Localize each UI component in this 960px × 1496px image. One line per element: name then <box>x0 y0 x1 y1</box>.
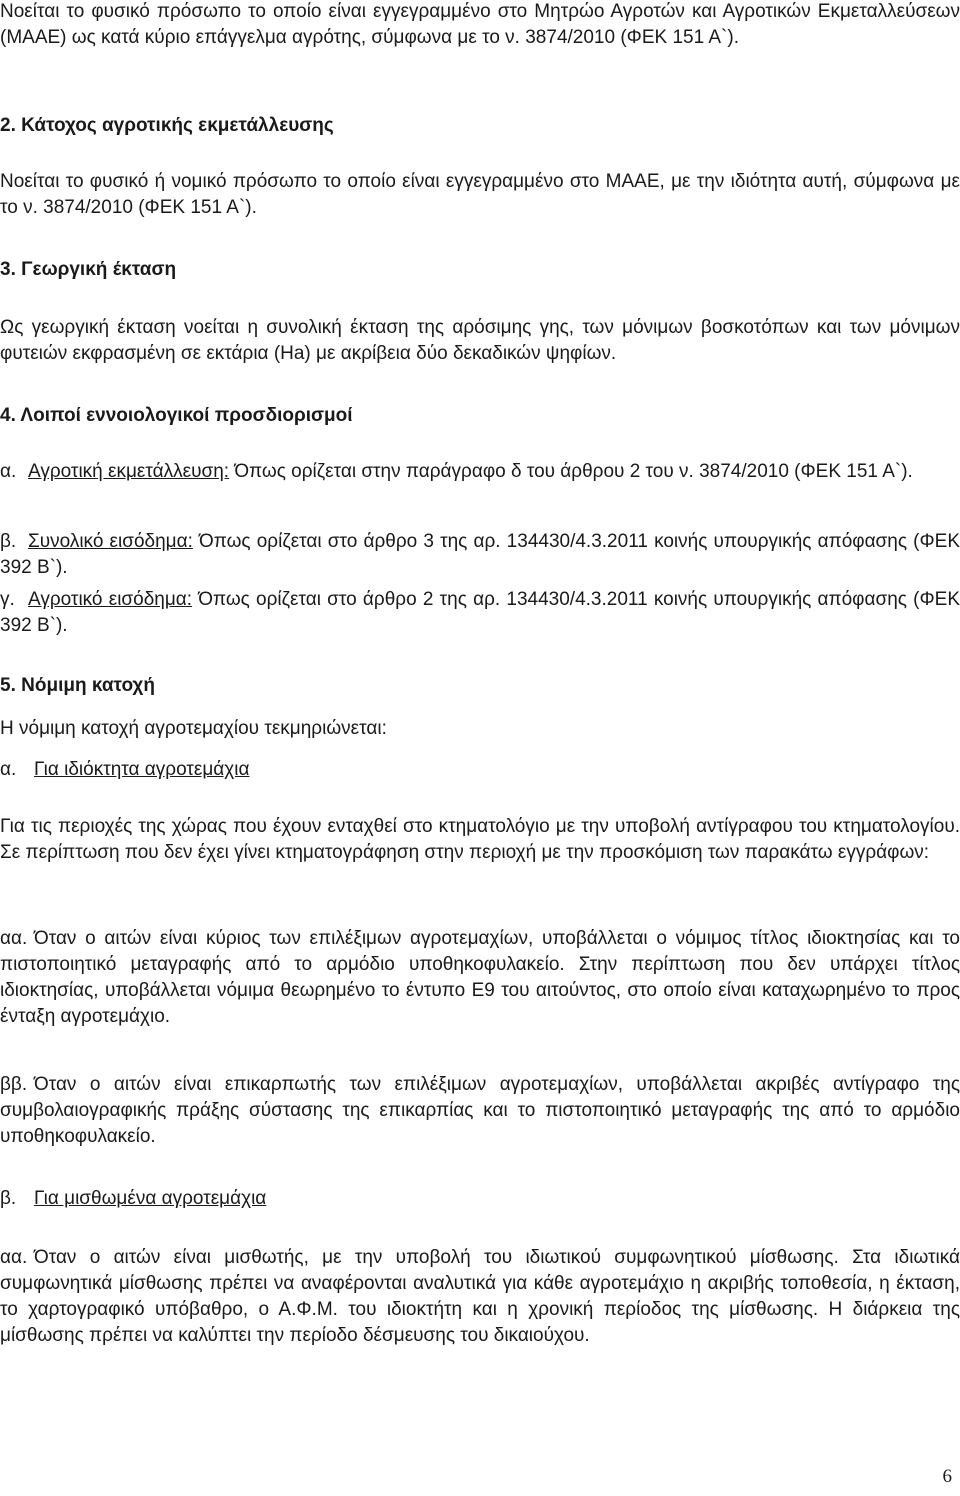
section-2-text: Νοείται το φυσικό ή νομικό πρόσωπο το οποίο είναι εγγεγραμμένο στο ΜΑΑΕ, με την ιδιότητα αυτή, σύμφωνα με το ν. 3874/2010 (ΦΕΚ 151 Α`). <box>0 171 960 218</box>
paragraph-text: Όταν ο αιτών είναι επικαρπωτής των επιλέξιμων αγροτεμαχίων, υποβάλλεται ακριβές αντίγραφο της συμβολαιογραφικής πράξης σύστασης της επικαρπίας και το πιστοποιητικό μεταγραφής της από το αρμόδιο υποθηκοφυλακείο. <box>0 1074 960 1147</box>
item-text: Όπως ορίζεται στο άρθρο 2 της αρ. 134430/4.3.2011 κοινής υπουργικής απόφασης (ΦΕΚ 392 Β`). <box>0 589 960 636</box>
subsection-label: α. <box>0 759 17 780</box>
intro-paragraph: Νοείται το φυσικό πρόσωπο το οποίο είναι εγγεγραμμένο στο Μητρώο Αγροτών και Αγροτικών Εκμεταλλεύσεων (ΜΑΑΕ) ως κατά κύριο επάγγελμα αγρότης, σύμφωνα με το ν. 3874/2010 (ΦΕΚ 151 Α`). <box>0 1 960 48</box>
paragraph-label: αα. <box>0 928 28 949</box>
paragraph-text: Όταν ο αιτών είναι κύριος των επιλέξιμων αγροτεμαχίων, υποβάλλεται ο νόμιμος τίτλος ιδιοκτησίας και το πιστοποιητικό μεταγραφής από το αρμόδιο υποθηκοφυλακείο. Στην περίπτωση που δεν υπάρχει τίτλος ιδιοκτησίας, υποβάλλεται νόμιμα θεωρημένο το έντυπο Ε9 του αιτούντος, στο οποίο είναι καταχωρημένο το προς ένταξη αγροτεμάχιο. <box>0 928 960 1027</box>
section-5-lead: Η νόμιμη κατοχή αγροτεμαχίου τεκμηριώνεται: <box>0 718 387 739</box>
paragraph-aa <box>0 926 960 1030</box>
definition-item-b <box>0 529 960 581</box>
subsection-b-heading <box>0 1186 960 1212</box>
page-number: 6 <box>942 1466 952 1487</box>
subsection-title: Για ιδιόκτητα αγροτεμάχια <box>34 759 250 780</box>
item-term: Αγροτικό εισόδημα: <box>28 589 193 610</box>
item-text: Όπως ορίζεται στην παράγραφο δ του άρθρου 2 του ν. 3874/2010 (ΦΕΚ 151 Α`). <box>229 461 913 482</box>
item-label: β. <box>0 531 17 552</box>
paragraph-bb <box>0 1072 960 1150</box>
paragraph-label: ββ. <box>0 1074 28 1095</box>
paragraph-b-aa <box>0 1245 960 1349</box>
section-5-heading: 5. Νόμιμη κατοχή <box>0 675 155 696</box>
subsection-label: β. <box>0 1188 17 1209</box>
definition-item-a <box>0 459 960 485</box>
subsection-a-heading <box>0 757 960 783</box>
item-term: Αγροτική εκμετάλλευση: <box>28 461 230 482</box>
item-label: γ. <box>0 589 15 610</box>
item-text: Όπως ορίζεται στο άρθρο 3 της αρ. 134430/4.3.2011 κοινής υπουργικής απόφασης (ΦΕΚ 392 Β`). <box>0 531 960 578</box>
subsection-a-text: Για τις περιοχές της χώρας που έχουν ενταχθεί στο κτηματολόγιο με την υποβολή αντίγραφου του κτηματολογίου. Σε περίπτωση που δεν έχει γίνει κτηματογράφηση στην περιοχή με την προσκόμιση των παρακάτω εγγράφων: <box>0 816 960 863</box>
paragraph-label: αα. <box>0 1247 28 1268</box>
item-term: Συνολικό εισόδημα: <box>28 531 193 552</box>
subsection-title: Για μισθωμένα αγροτεμάχια <box>34 1188 267 1209</box>
item-label: α. <box>0 461 17 482</box>
section-3-heading: 3. Γεωργική έκταση <box>0 259 177 280</box>
paragraph-text: Όταν ο αιτών είναι μισθωτής, με την υποβολή του ιδιωτικού συμφωνητικού μίσθωσης. Στα ιδιωτικά συμφωνητικά μίσθωσης πρέπει να αναφέρονται αναλυτικά για κάθε αγροτεμάχιο η ακριβής τοποθεσία, η έκταση, το χαρτογραφικό υπόβαθρο, ο Α.Φ.Μ. του ιδιοκτήτη και η χρονική περίοδος της μίσθωσης. Η διάρκεια της μίσθωσης πρέπει να καλύπτει την περίοδο δέσμευσης του δικαιούχου. <box>0 1247 960 1346</box>
section-3-text: Ως γεωργική έκταση νοείται η συνολική έκταση της αρόσιμης γης, των μόνιμων βοσκοτόπων και των μόνιμων φυτειών εκφρασμένη σε εκτάρια (Ha) με ακρίβεια δύο δεκαδικών ψηφίων. <box>0 317 960 364</box>
definition-item-c <box>0 587 960 639</box>
section-4-heading: 4. Λοιποί εννοιολογικοί προσδιορισμοί <box>0 405 353 426</box>
section-2-heading: 2. Κάτοχος αγροτικής εκμετάλλευσης <box>0 115 334 136</box>
